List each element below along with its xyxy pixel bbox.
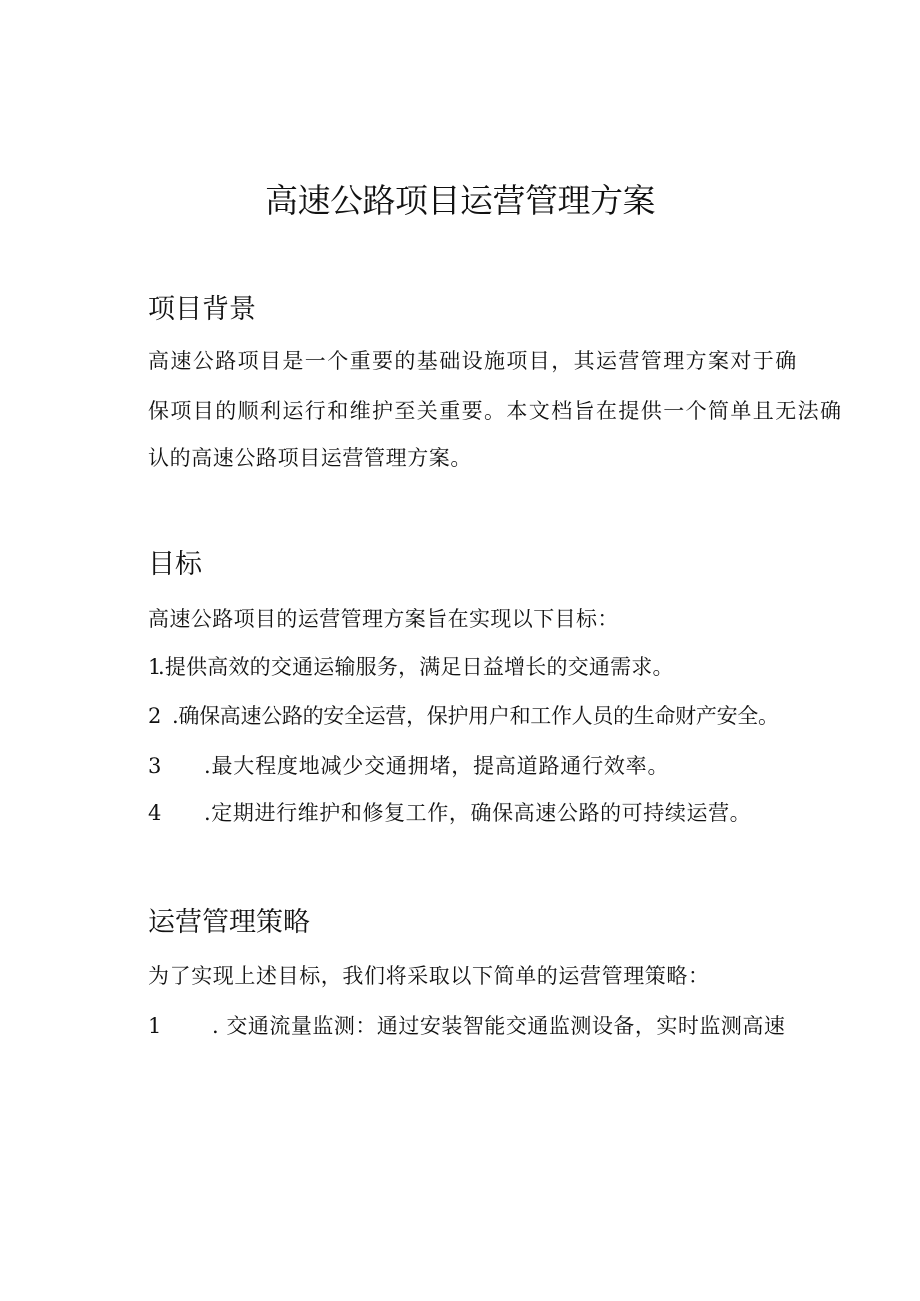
background-paragraph-line-2: 保项目的顺利运行和维护至关重要。本文档旨在提供一个简单且无法确 [148, 399, 843, 423]
section-heading-strategy: 运营管理策略 [148, 907, 310, 938]
section-heading-goals: 目标 [148, 549, 202, 580]
goal-number: 4 [148, 801, 162, 825]
section-heading-background: 项目背景 [148, 294, 256, 325]
goal-text: .提供高效的交通运输服务，满足日益增长的交通需求。 [158, 655, 674, 679]
strategy-intro: 为了实现上述目标，我们将采取以下简单的运营管理策略： [148, 964, 710, 988]
goal-text: .最大程度地减少交通拥堵，提高道路通行效率。 [204, 754, 670, 778]
goal-number: 3 [148, 754, 162, 778]
strategy-text: . 交通流量监测：通过安装智能交通监测设备，实时监测高速 [212, 1014, 786, 1038]
background-paragraph-line-1: 高速公路项目是一个重要的基础设施项目，其运营管理方案对于确 [148, 349, 798, 373]
goals-intro: 高速公路项目的运营管理方案旨在实现以下目标： [148, 607, 619, 631]
document-title: 高速公路项目运营管理方案 [265, 181, 655, 220]
goal-number: 2 [148, 704, 162, 728]
goal-number: 1 [148, 655, 162, 679]
goal-text: .确保高速公路的安全运营，保护用户和工作人员的生命财产安全。 [172, 704, 779, 728]
strategy-number: 1 [148, 1014, 162, 1038]
goal-text: .定期进行维护和修复工作，确保高速公路的可持续运营。 [204, 801, 752, 825]
background-paragraph-line-3: 认的高速公路项目运营管理方案。 [148, 446, 472, 470]
